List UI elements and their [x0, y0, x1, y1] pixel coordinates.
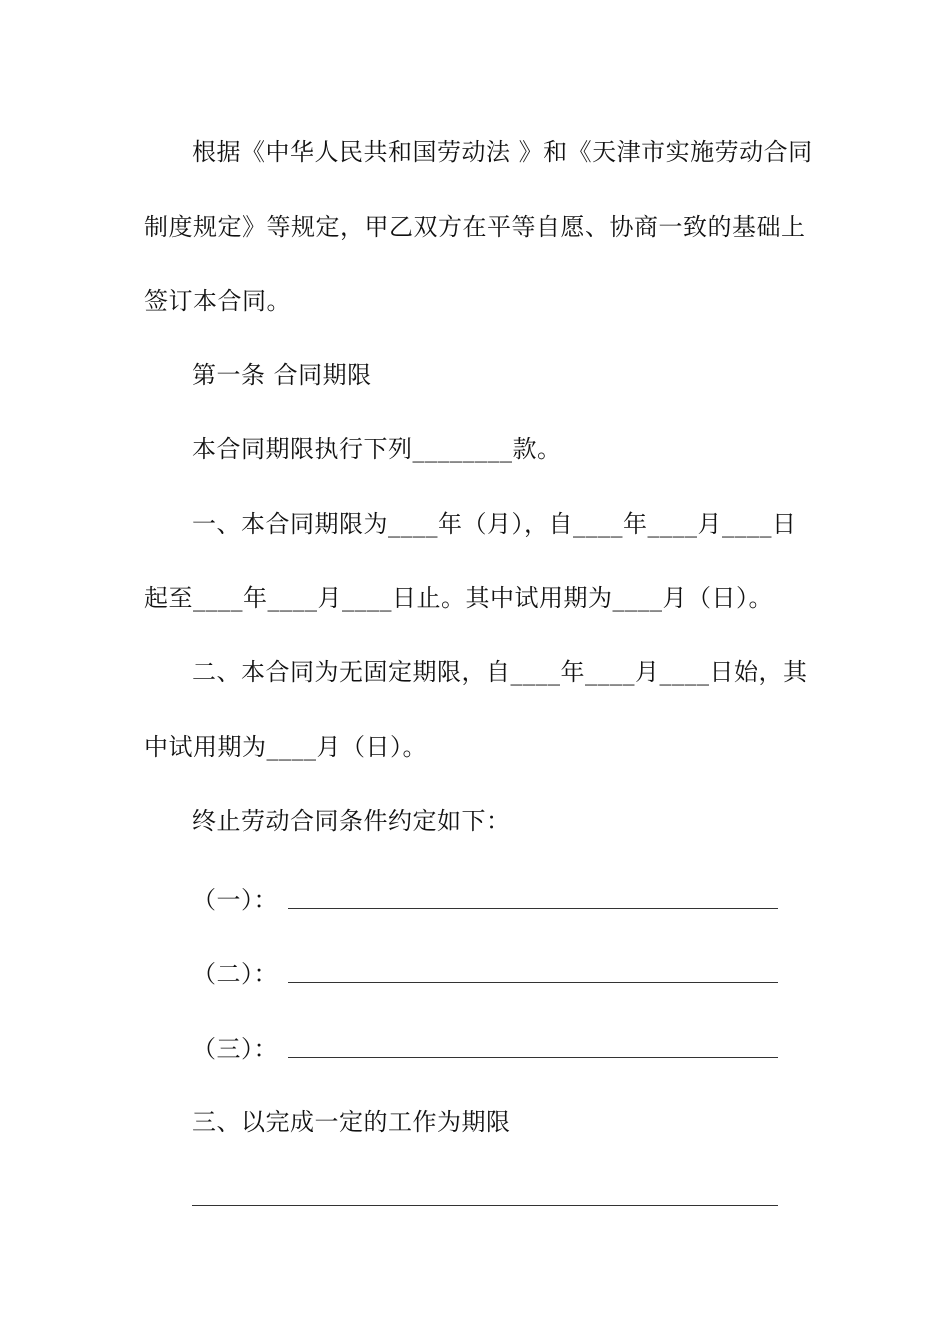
condition-item-1-label: （一）：: [192, 886, 278, 914]
condition-item-2-blank: [288, 982, 778, 983]
condition-item-2-label: （二）：: [192, 960, 278, 988]
paragraph-preamble-line-3: 签订本合同。: [144, 287, 291, 315]
condition-item-1-blank: [288, 908, 778, 909]
termination-conditions-heading: 终止劳动合同条件约定如下：: [192, 807, 511, 835]
term-selection-text: 本合同期限执行下列________款。: [192, 435, 562, 463]
fixed-term-line-2: 起至____年____月____日止。其中试用期为____月（日）。: [144, 584, 773, 612]
condition-item-3-blank: [288, 1057, 778, 1058]
task-based-term-heading: 三、以完成一定的工作为期限: [192, 1108, 511, 1136]
paragraph-preamble-line-2: 制度规定》等规定，甲乙双方在平等自愿、协商一致的基础上: [144, 213, 806, 241]
open-term-line-2: 中试用期为____月（日）。: [144, 733, 427, 761]
task-based-term-blank: [192, 1205, 778, 1206]
paragraph-preamble-line-1: 根据《中华人民共和国劳动法 》和《天津市实施劳动合同: [192, 138, 813, 166]
fixed-term-line-1: 一、本合同期限为____年（月），自____年____月____日: [192, 510, 797, 538]
article-1-heading: 第一条 合同期限: [192, 361, 372, 389]
open-term-line-1: 二、本合同为无固定期限，自____年____月____日始，其: [192, 658, 808, 686]
condition-item-3-label: （三）：: [192, 1035, 278, 1063]
